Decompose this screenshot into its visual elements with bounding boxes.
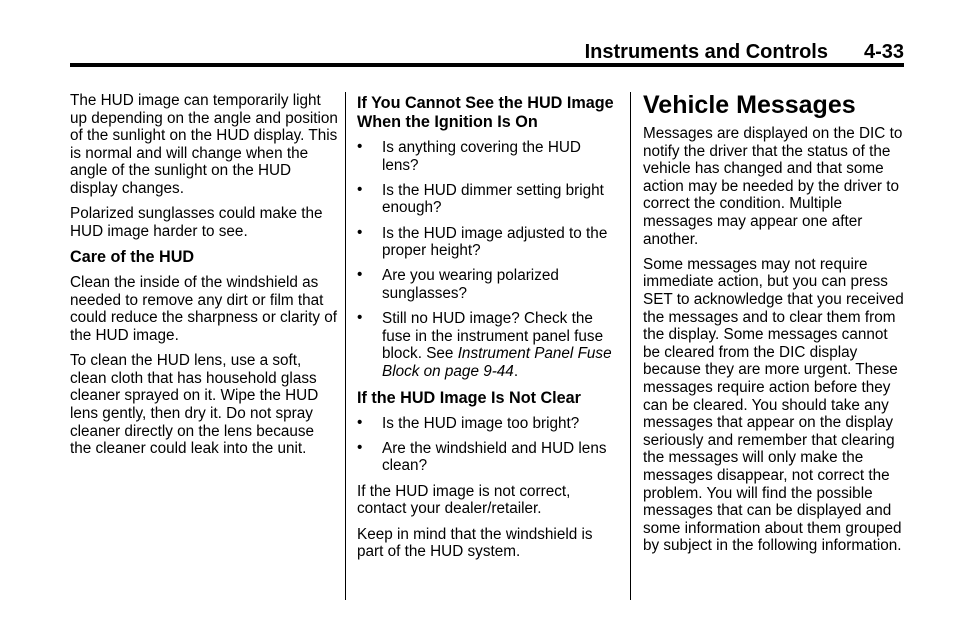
column-divider — [345, 92, 346, 600]
list-item: • Are you wearing polarized sunglasses? — [357, 266, 559, 302]
list-item: • Is the HUD image adjusted to the proper height? — [357, 223, 608, 260]
page-header — [70, 38, 904, 64]
column-divider — [630, 92, 631, 600]
section-title: Instruments and Controls — [584, 41, 828, 63]
list-item: • Are the windshield and HUD lens clean? — [357, 438, 607, 475]
bullet-icon: • — [357, 413, 363, 431]
bullet-icon: • — [357, 180, 363, 198]
bullet-icon: • — [357, 266, 363, 284]
paragraph-messages-intro: Messages are displayed on the DIC to notify the driver that the status of the vehicle has changed and that some action may be needed by the driver to correct the condition. Multiple messages may appear one after another. — [643, 125, 903, 248]
bullet-icon: • — [357, 138, 363, 155]
list-item: • Is anything covering the HUD lens? — [357, 138, 581, 174]
bullet-icon: • — [357, 223, 363, 241]
bullet-icon: • — [357, 309, 363, 327]
paragraph-sunlight: The HUD image can temporarily light up depending on the angle and position of the sunlight on the HUD display. This is normal and will change when the angle of the sunlight on the HUD display changes. — [70, 92, 338, 197]
cross-reference-link[interactable]: Instrument Panel Fuse Block on page 9-44 — [382, 345, 612, 380]
list-item: • Still no HUD image? Check the fuse in the instrument panel fuse block. See Instrument Panel Fuse Block on page 9-44. — [357, 309, 612, 380]
column-right — [643, 92, 905, 563]
page-number: 4-33 — [863, 41, 904, 63]
header-rule — [70, 63, 904, 67]
list-item: • Is the HUD dimmer setting bright enough? — [357, 180, 604, 217]
paragraph-windshield-part: Keep in mind that the windshield is part of the HUD system. — [357, 525, 593, 561]
column-middle — [357, 92, 621, 569]
paragraph-clean-windshield: Clean the inside of the windshield as needed to remove any dirt or film that could reduce the sharpness or clarity of the HUD image. — [70, 274, 337, 344]
paragraph-clean-lens: To clean the HUD lens, use a soft, clean cloth that has household glass cleaner sprayed on it. Wipe the HUD lens gently, then dry it. Do not spray cleaner directly on the lens because the cleaner could leak into the unit. — [70, 352, 319, 458]
list-item: • Is the HUD image too bright? — [357, 413, 580, 432]
checklist-not-clear — [357, 415, 621, 475]
heading-vehicle-messages: Vehicle Messages — [643, 91, 856, 119]
paragraph-messages-clearing: Some messages may not require immediate action, but you can press SET to acknowledge that you received the messages and to clear them from the display. Some messages cannot be cleared from the DIC display because they are more urgent. These messages require action before they can be cleared. You should take any messages that appear on the display seriously and remember that clearing the messages will only make the messages disappear, not correct the problem. You will find the possible messages that can be displayed and some information about them grouped by subject in the following information. — [643, 255, 904, 555]
heading-care-of-hud: Care of the HUD — [70, 248, 195, 267]
paragraph-sunglasses: Polarized sunglasses could make the HUD image harder to see. — [70, 205, 323, 240]
bullet-icon: • — [357, 438, 363, 456]
column-left — [70, 92, 338, 465]
checklist-cannot-see — [357, 139, 621, 381]
heading-hud-not-clear: If the HUD Image Is Not Clear — [357, 388, 581, 407]
paragraph-contact-dealer: If the HUD image is not correct, contact your dealer/retailer. — [357, 482, 571, 518]
heading-cannot-see-hud: If You Cannot See the HUD Image When the Ignition Is On — [357, 94, 614, 131]
